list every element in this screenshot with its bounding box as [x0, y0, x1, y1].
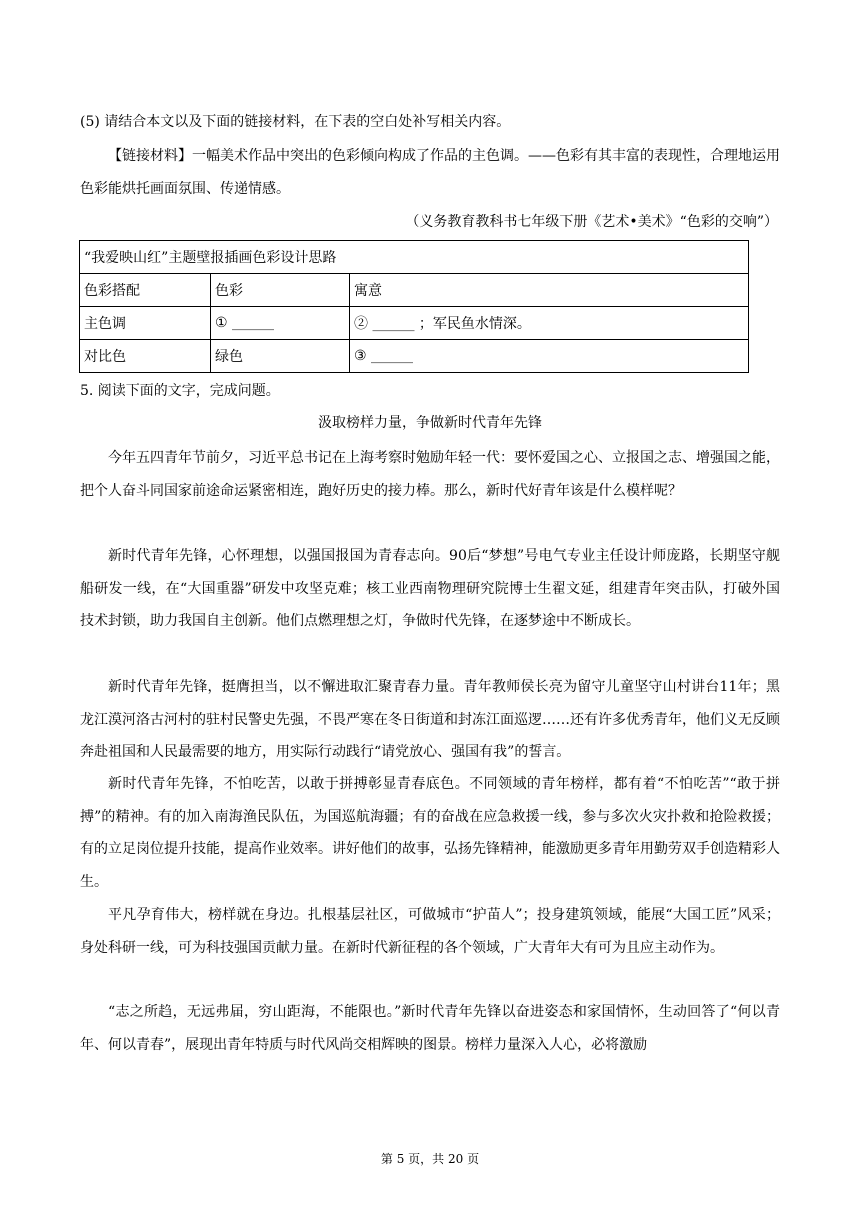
- table-header-row: [80, 274, 749, 307]
- table-cell: 绿色: [211, 340, 350, 373]
- article-paragraph: 新时代青年先锋，心怀理想，以强国报国为青春志向。90后“梦想”号电气专业主任设计师庞路，长期坚守舰船研发一线，在“大国重器”研发中攻坚克难；核工业西南物理研究院博士生翟文延，组建青年突击队，打破外国技术封锁，助力我国自主创新。他们点燃理想之灯，争做时代先锋，在逐梦途中不断成长。: [80, 548, 780, 629]
- article-paragraph: 新时代青年先锋，不怕吃苦，以敢于拼搏彰显青春底色。不同领域的青年榜样，都有着“不怕吃苦”“敢于拼搏”的精神。有的加入南海渔民队伍，为国巡航海疆；有的奋战在应急救援一线，参与多次火灾扑救和抢险救援；有的立足岗位提升技能，提高作业效率。讲好他们的故事，弘扬先锋精神，能激励更多青年用勤劳双手创造精彩人生。: [80, 776, 780, 890]
- color-design-table: [79, 240, 749, 373]
- article-paragraph: 新时代青年先锋，挺膺担当，以不懈进取汇聚青春力量。青年教师侯长亮为留守儿童坚守山村讲台11年；黑龙江漠河洛古河村的驻村民警史先强，不畏严寒在冬日街道和封冻江面巡逻……还有许多优秀青年，他们义无反顾奔赴祖国和人民最需要的地方，用实际行动践行“请党放心、强国有我”的誓言。: [80, 679, 780, 760]
- table-cell: ① ______: [211, 307, 350, 340]
- table-header-cell: 色彩: [211, 274, 350, 307]
- question-5-heading: 5. 阅读下面的文字，完成问题。: [80, 383, 280, 399]
- table-row: [80, 340, 749, 373]
- table-title: “我爱映山红”主题壁报插画色彩设计思路: [80, 241, 749, 274]
- article-paragraph: “志之所趋，无远弗届，穷山距海，不能限也。”新时代青年先锋以奋进姿态和家国情怀，生动回答了“何以青年、何以青春”，展现出青年特质与时代风尚交相辉映的图景。榜样力量深入人心，必将激励: [80, 1004, 780, 1053]
- question-5-part-instruction: (5) 请结合本文以及下面的链接材料，在下表的空白处补写相关内容。: [80, 114, 511, 130]
- table-cell: ③ ______: [350, 340, 749, 373]
- table-title-row: [80, 241, 749, 274]
- link-material-source: （义务教育教科书七年级下册《艺术•美术》“色彩的交响”）: [405, 214, 778, 230]
- article-title: 汲取榜样力量，争做新时代青年先锋: [318, 415, 542, 431]
- table-row: [80, 307, 749, 340]
- link-material-text: 【链接材料】一幅美术作品中突出的色彩倾向构成了作品的主色调。——色彩有其丰富的表现性，合理地运用色彩能烘托画面氛围、传递情感。: [80, 148, 780, 197]
- table-header-cell: 寓意: [350, 274, 749, 307]
- table-cell: ② ______ ；军民鱼水情深。: [350, 307, 749, 340]
- table-cell: 对比色: [80, 340, 211, 373]
- table-header-cell: 色彩搭配: [80, 274, 211, 307]
- page-footer: 第 5 页，共 20 页: [380, 1152, 480, 1166]
- article-paragraph: 平凡孕育伟大，榜样就在身边。扎根基层社区，可做城市“护苗人”；投身建筑领域，能展“大国工匠”风采；身处科研一线，可为科技强国贡献力量。在新时代新征程的各个领域，广大青年大有可为且应主动作为。: [80, 907, 780, 956]
- article-paragraph: 今年五四青年节前夕，习近平总书记在上海考察时勉励年轻一代：要怀爱国之心、立报国之志、增强国之能，把个人奋斗同国家前途命运紧密相连，跑好历史的接力棒。那么，新时代好青年该是什么模样呢？: [80, 450, 780, 499]
- table-cell: 主色调: [80, 307, 211, 340]
